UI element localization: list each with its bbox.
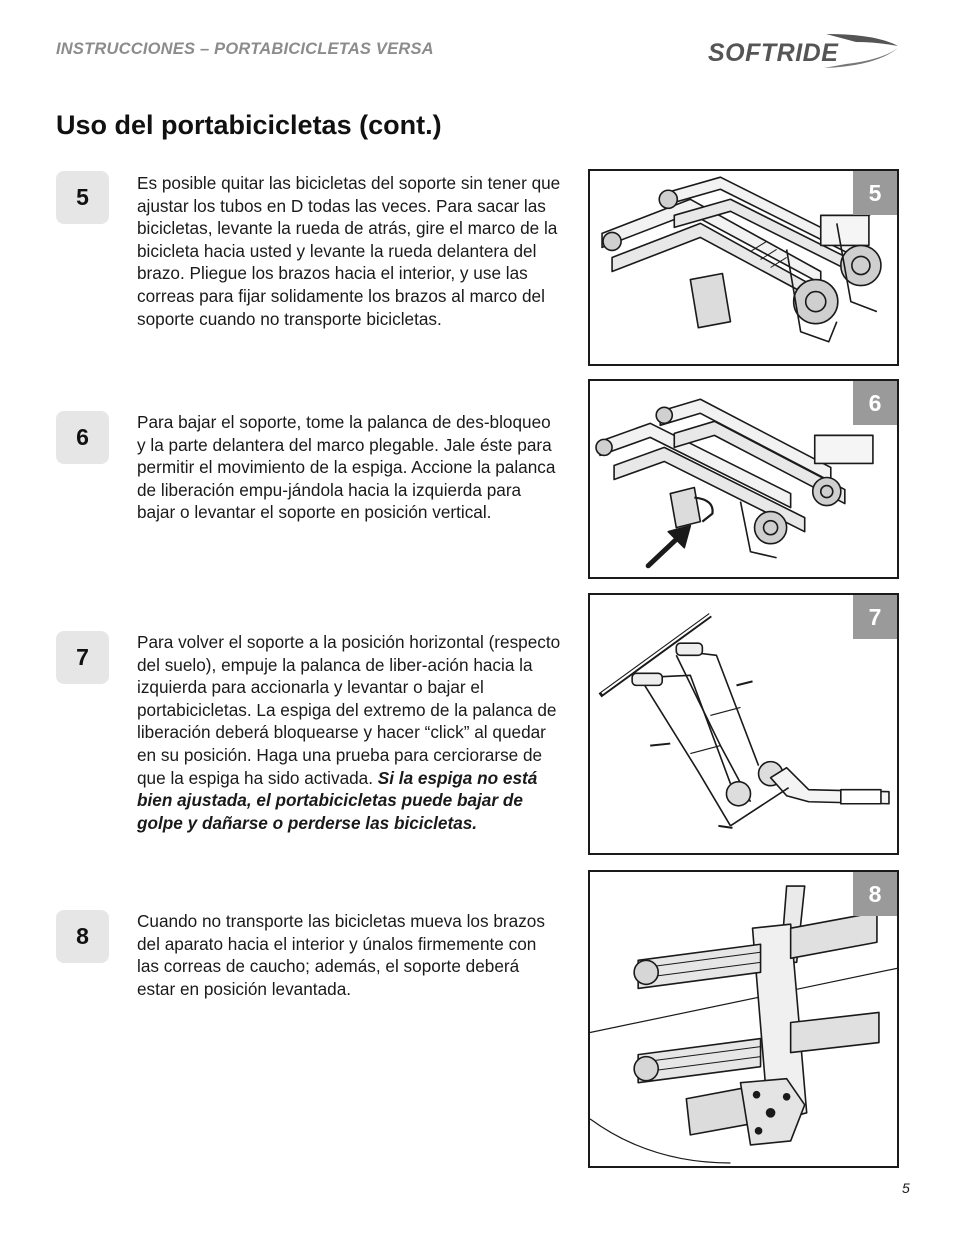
- figure-step-8: [588, 870, 899, 1168]
- logo-text: SOFTRIDE: [708, 39, 839, 67]
- step-body: Para bajar el soporte, tome la palanca de des-bloqueo y la parte delantera del marco plegable. Jale éste para permitir el movimiento de la espiga. Accione la palanca de liberación empu-jándola hacia la izquierda para bajar o levantar el soporte en posición vertical.: [137, 412, 556, 523]
- figure-step-5: [588, 169, 899, 366]
- step-text: [137, 411, 562, 524]
- bike-rack-illustration-stowed-position: [590, 872, 897, 1166]
- step-body: Es posible quitar las bicicletas del soporte sin tener que ajustar los tubos en D todas las veces. Para sacar las bicicletas, levante la rueda de atrás, gire el marco de la bicicleta hacia usted y levante la rueda delantera del brazo. Pliegue los brazos hacia el interior, y use las correas para fijar solidamente los brazos al marco del soporte cuando no transporte bicicletas.: [137, 173, 561, 329]
- figure-step-6: [588, 379, 899, 579]
- page-title: Uso del portabicicletas (cont.): [56, 110, 442, 140]
- step-text: [137, 631, 562, 834]
- step-text: [137, 172, 562, 330]
- step-warning: Si la espiga no está bien ajustada, el portabicicletas puede bajar de golpe y dañarse o perderse las bicicletas.: [137, 767, 538, 833]
- figure-step-7: [588, 593, 899, 855]
- figure-number-badge: 7: [853, 595, 897, 639]
- figure-number-badge: 5: [853, 171, 897, 215]
- step-number-badge: 6: [56, 411, 109, 464]
- document-header-title: INSTRUCCIONES – PORTABICICLETAS VERSA: [56, 40, 434, 58]
- step-text: [137, 910, 562, 1000]
- bike-rack-illustration-release-lever: [590, 381, 897, 577]
- figure-number-badge: 6: [853, 381, 897, 425]
- step-number-badge: 7: [56, 631, 109, 684]
- figure-number-badge: 8: [853, 872, 897, 916]
- step-number-badge: 5: [56, 171, 109, 224]
- softride-logo: [706, 30, 902, 74]
- bike-rack-illustration-folded-arms: [590, 171, 897, 364]
- step-body: Cuando no transporte las bicicletas mueva los brazos del aparato hacia el interior y únalos firmemente con las correas de caucho; además, el soporte deberá estar en posición levantada.: [137, 911, 545, 999]
- step-body: Para volver el soporte a la posición horizontal (respecto del suelo), empuje la palanca de liber-ación hacia la izquierda para accionarla y levantar o bajar el portabicicletas. La espiga del extremo de la palanca de liberación deberá bloquearse y hacer “click” al quedar en su posición. Haga una prueba para cerciorarse de que la espiga ha sido activada.: [137, 632, 561, 788]
- page-number: 5: [902, 1180, 910, 1196]
- bike-rack-illustration-side-view: [590, 595, 897, 853]
- step-number-badge: 8: [56, 910, 109, 963]
- pointer-arrow-icon: [648, 526, 690, 566]
